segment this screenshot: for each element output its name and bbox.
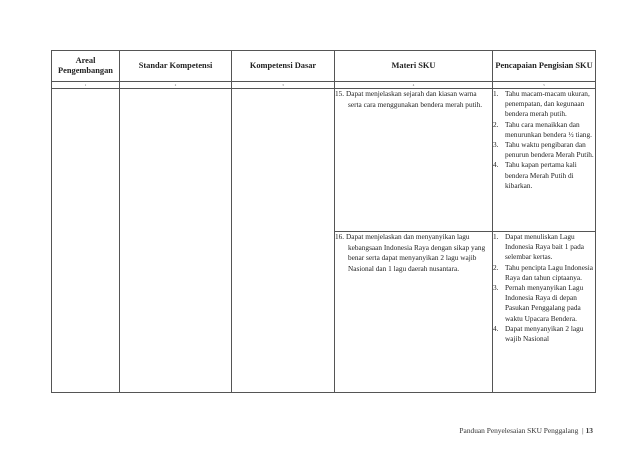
header-pencapaian-pengisian-sku: Pencapaian Pengisian SKU [493,51,596,82]
item-text: Pernah menyanyikan Lagu Indonesia Raya di depan Pasukan Penggalang pada waktu Upacara Bendera. [505,283,584,323]
pencapaian-cell [493,89,596,232]
list-item [493,120,595,140]
column-number: 2 [120,82,232,89]
item-text: Tahu pencipta Lagu Indonesia Raya dan tahun ciptaanya. [505,262,594,282]
sku-table [51,50,596,393]
item-number: 1. [493,232,499,241]
list-item [493,89,595,120]
item-number: 1. [493,89,499,98]
header-materi-sku: Materi SKU [335,51,493,82]
item-text: Dapat menuliskan Lagu Indonesia Raya bait 1 pada selembar kertas. [505,232,585,262]
footer-title: Panduan Penyelesaian SKU Penggalang [459,426,579,435]
item-number: 4. [493,160,499,170]
item-number: 3. [493,283,499,293]
list-item [493,324,595,344]
materi-cell [335,89,493,232]
table-row [52,89,596,232]
column-number: 5 [493,82,596,89]
item-text: Dapat menyanyikan 2 lagu wajib Nasional [505,323,584,344]
footer-separator: | [582,426,584,435]
table-header-row [52,51,596,82]
header-standar-kompetensi: Standar Kompetensi [120,51,232,82]
item-number: 2. [493,262,499,272]
kompetensi-cell [232,89,335,393]
header-kompetensi-dasar: Kompetensi Dasar [232,51,335,82]
pencapaian-cell [493,232,596,393]
list-item [493,232,595,263]
materi-text: 16. Dapat menjelaskan dan menyanyikan lagu kebangsaan Indonesia Raya dengan sikap yang benar serta dapat menyanyikan 2 lagu wajib Nasional dan 1 lagu daerah nusantara. [335,232,486,273]
column-number: 3 [232,82,335,89]
item-number: 2. [493,119,499,129]
column-number-row [52,82,596,89]
item-number: 4. [493,323,499,333]
column-number: 1 [52,82,120,89]
areal-cell [52,89,120,393]
list-item [493,283,595,324]
page-number: 13 [585,426,593,435]
item-number: 3. [493,140,499,150]
item-text: Tahu kapan pertama kali bendera Merah Putih di kibarkan. [505,160,577,190]
header-areal-pengembangan: Areal Pengembangan [52,51,120,82]
materi-text: 15. Dapat menjelaskan sejarah dan kiasan warna serta cara menggunakan bendera merah putih. [335,89,483,109]
list-item [493,263,595,283]
list-item [493,160,595,191]
column-number: 4 [335,82,493,89]
item-text: Tahu waktu pengibaran dan penurun bendera Merah Putih. [505,140,594,160]
page-footer [0,426,593,435]
materi-cell [335,232,493,393]
item-text: Tahu macam-macam ukuran, penempatan, dan kegunaan bendera merah putih. [505,89,590,119]
standar-cell [120,89,232,393]
list-item [493,140,595,160]
item-text: Tahu cara menaikkan dan menurunkan bendera ½ tiang. [505,119,592,139]
